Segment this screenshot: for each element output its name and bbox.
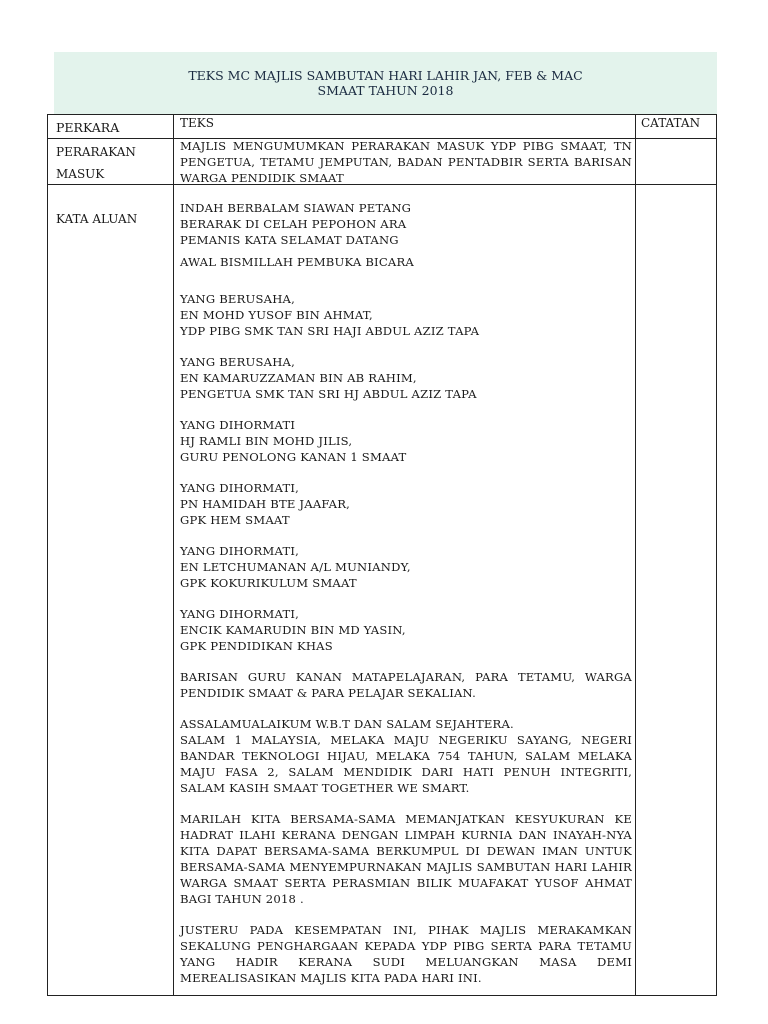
paragraph-penghargaan: JUSTERU PADA KESEMPATAN INI, PIHAK MAJLIS MERAKAMKAN SEKALUNG PENGHARGAAN KEPADA YDP PIBG SERTA PARA TETAMU YANG HADIR KERANA SUDI MELUANGKAN MASA DEMI MEREALISASIKAN MAJLIS KITA PADA HARI INI. <box>180 923 632 985</box>
document-title-line-1: TEKS MC MAJLIS SAMBUTAN HARI LAHIR JAN, FEB & MAC <box>188 68 583 83</box>
verse-bismillah: AWAL BISMILLAH PEMBUKA BICARA <box>180 255 414 269</box>
salutation-pengetua: YANG BERUSAHA, EN KAMARUZZAMAN BIN AB RAHIM, PENGETUA SMK TAN SRI HJ ABDUL AZIZ TAPA <box>180 355 477 401</box>
document-title-banner <box>54 52 717 114</box>
salutation-gpk-pendidikan-khas: YANG DIHORMATI, ENCIK KAMARUDIN BIN MD YASIN, GPK PENDIDIKAN KHAS <box>180 607 406 653</box>
paragraph-kesyukuran: MARILAH KITA BERSAMA-SAMA MEMANJATKAN KESYUKURAN KE HADRAT ILAHI KERANA DENGAN LIMPAH KURNIA DAN INAYAH-NYA KITA DAPAT BERSAMA-SAMA BERKUMPUL DI DEWAN IMAN UNTUK BERSAMA-SAMA MENYEMPURNAKAN MAJLIS SAMBUTAN HARI LAHIR WARGA SMAAT SERTA PERASMIAN BILIK MUAFAKAT YUSOF AHMAT BAGI TAHUN 2018 . <box>180 812 632 906</box>
row-perkara-kata-aluan: KATA ALUAN <box>56 212 138 226</box>
greeting-assalamualaikum: ASSALAMUALAIKUM W.B.T DAN SALAM SEJAHTERA. <box>180 717 514 731</box>
salutation-all: BARISAN GURU KANAN MATAPELAJARAN, PARA TETAMU, WARGA PENDIDIK SMAAT & PARA PELAJAR SEKALIAN. <box>180 670 632 700</box>
salutation-ydp-pibg: YANG BERUSAHA, EN MOHD YUSOF BIN AHMAT, YDP PIBG SMK TAN SRI HAJI ABDUL AZIZ TAPA <box>180 292 480 338</box>
script-table <box>47 114 717 996</box>
verse-pantun: INDAH BERBALAM SIAWAN PETANG BERARAK DI CELAH PEPOHON ARA PEMANIS KATA SELAMAT DATANG <box>180 201 412 247</box>
document-title-line-2: SMAAT TAHUN 2018 <box>317 83 454 98</box>
row-teks-perarakan-masuk: MAJLIS MENGUMUMKAN PERARAKAN MASUK YDP PIBG SMAAT, TN PENGETUA, TETAMU JEMPUTAN, BADAN PENTADBIR SERTA BARISAN WARGA PENDIDIK SMAAT <box>180 139 632 185</box>
column-divider <box>173 115 174 995</box>
greeting-slogans: SALAM 1 MALAYSIA, MELAKA MAJU NEGERIKU SAYANG, NEGERI BANDAR TEKNOLOGI HIJAU, MELAKA 754 TAHUN, SALAM MELAKA MAJU FASA 2, SALAM MENDIDIK DARI HATI PENUH INTEGRITI, SALAM KASIH SMAAT TOGETHER WE SMART. <box>180 733 632 795</box>
header-perkara: PERKARA <box>56 120 120 135</box>
salutation-gpk1: YANG DIHORMATI HJ RAMLI BIN MOHD JILIS, GURU PENOLONG KANAN 1 SMAAT <box>180 418 407 464</box>
salutation-gpk-hem: YANG DIHORMATI, PN HAMIDAH BTE JAAFAR, GPK HEM SMAAT <box>180 481 351 527</box>
header-teks: TEKS <box>180 116 214 130</box>
salutation-gpk-kokurikulum: YANG DIHORMATI, EN LETCHUMANAN A/L MUNIANDY, GPK KOKURIKULUM SMAAT <box>180 544 411 590</box>
row-teks-kata-aluan <box>180 200 632 986</box>
header-catatan: CATATAN <box>641 116 701 130</box>
row-perkara-perarakan-masuk: PERARAKAN MASUK <box>56 145 136 181</box>
column-divider <box>635 115 636 995</box>
